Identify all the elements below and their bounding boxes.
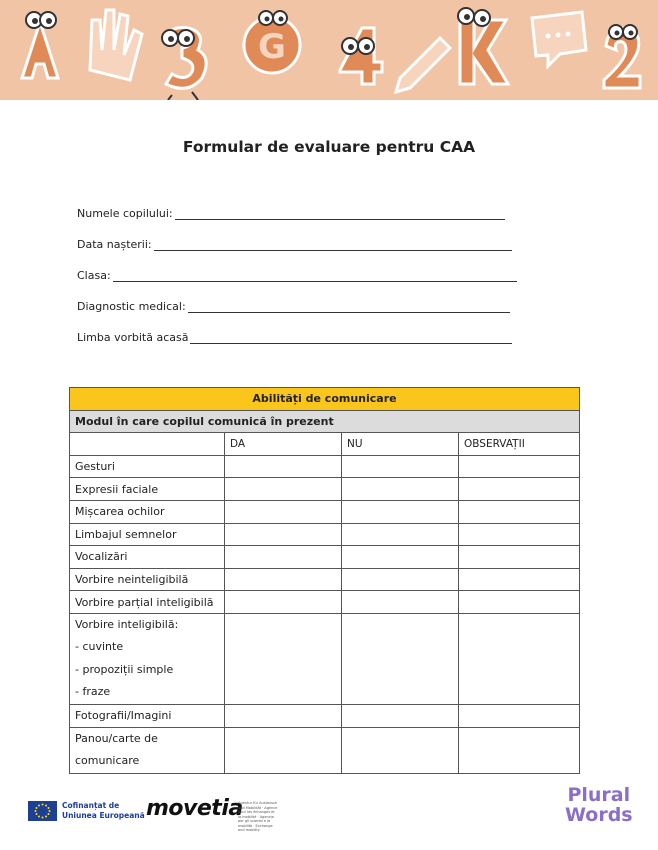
row-label: Vorbire neinteligibilă [70, 568, 225, 591]
child-name-input-line[interactable] [175, 207, 505, 220]
row-label: Expresii faciale [70, 478, 225, 501]
row-label: Gesturi [70, 455, 225, 478]
field-label: Numele copilului: [77, 207, 173, 220]
row-label-line: - fraze [75, 685, 111, 699]
nu-cell[interactable] [342, 546, 459, 569]
banner-illustration [0, 0, 658, 100]
observatii-cell[interactable] [459, 727, 580, 773]
row-label: Vocalizări [70, 546, 225, 569]
da-cell[interactable] [225, 704, 342, 727]
nu-cell[interactable] [342, 523, 459, 546]
number-3-character-icon [162, 28, 206, 101]
movetia-logo: movetia [146, 796, 243, 821]
speech-bubble-icon [532, 12, 586, 66]
table-section-header [70, 388, 580, 411]
observatii-cell[interactable] [459, 478, 580, 501]
observatii-cell[interactable] [459, 546, 580, 569]
da-cell[interactable] [225, 500, 342, 523]
row-label: Vorbire parțial inteligibilă [70, 591, 225, 614]
field-birth-date [77, 238, 512, 251]
table-row [70, 613, 580, 704]
observatii-cell[interactable] [459, 704, 580, 727]
table-row [70, 591, 580, 614]
nu-cell[interactable] [342, 478, 459, 501]
nu-cell[interactable] [342, 500, 459, 523]
header-banner [0, 0, 658, 100]
field-label: Data nașterii: [77, 238, 152, 251]
page-title: Formular de evaluare pentru CAA [182, 138, 476, 156]
home-language-input-line[interactable] [190, 331, 512, 344]
observatii-cell[interactable] [459, 500, 580, 523]
table-row [70, 546, 580, 569]
row-label-line: Panou/carte de [75, 731, 158, 745]
da-cell[interactable] [225, 523, 342, 546]
table-row [70, 500, 580, 523]
field-label: Diagnostic medical: [77, 300, 186, 313]
column-header-nu: NU [342, 433, 459, 456]
nu-cell[interactable] [342, 455, 459, 478]
field-label: Clasa: [77, 269, 111, 282]
observatii-cell[interactable] [459, 523, 580, 546]
column-header-empty [70, 433, 225, 456]
observatii-cell[interactable] [459, 591, 580, 614]
da-cell[interactable] [225, 613, 342, 704]
eu-line-2: Uniunea Europeană [62, 811, 145, 820]
nu-cell[interactable] [342, 704, 459, 727]
birth-date-input-line[interactable] [154, 238, 512, 251]
letter-g-character-icon [244, 11, 300, 73]
da-cell[interactable] [225, 455, 342, 478]
number-4-character-icon [340, 28, 382, 84]
letter-a-character-icon [22, 12, 58, 78]
table-row [70, 568, 580, 591]
section-title: Abilități de comunicare [70, 388, 580, 411]
field-label: Limba vorbită acasă [77, 331, 189, 344]
da-cell[interactable] [225, 546, 342, 569]
table-row [70, 523, 580, 546]
pencil-icon [396, 38, 450, 92]
row-label: Limbajul semnelor [70, 523, 225, 546]
row-label-line: comunicare [75, 754, 140, 768]
nu-cell[interactable] [342, 613, 459, 704]
row-label-line: - cuvinte [75, 640, 124, 654]
table-column-headers [70, 433, 580, 456]
row-label [70, 613, 225, 704]
movetia-subtext: Agentur für Austausch und Mobilität · Agence pour les échanges et la mobilité · Agenzia per gli scambi e la mobilità · Exchange and mobility [238, 801, 278, 832]
svg-text:G: G [258, 27, 286, 67]
brand-line-2: Words [565, 804, 633, 826]
medical-diagnosis-input-line[interactable] [188, 300, 510, 313]
da-cell[interactable] [225, 478, 342, 501]
row-label [70, 727, 225, 773]
table-row [70, 704, 580, 727]
observatii-cell[interactable] [459, 455, 580, 478]
eu-line-1: Cofinanțat de [62, 801, 120, 810]
field-home-language [77, 331, 512, 344]
eu-flag-icon [28, 801, 57, 821]
da-cell[interactable] [225, 591, 342, 614]
table-row [70, 478, 580, 501]
table-subsection-header [70, 410, 580, 433]
observatii-cell[interactable] [459, 568, 580, 591]
plural-words-logo [565, 785, 633, 825]
row-label: Fotografii/Imagini [70, 704, 225, 727]
communication-skills-table [69, 387, 580, 774]
da-cell[interactable] [225, 568, 342, 591]
field-medical-diagnosis [77, 300, 510, 313]
field-class [77, 269, 517, 282]
column-header-observatii: OBSERVAȚII [459, 433, 580, 456]
row-label-line: - propoziții simple [75, 662, 174, 676]
column-header-da: DA [225, 433, 342, 456]
letter-k-character-icon [458, 8, 508, 84]
subsection-title: Modul în care copilul comunică în prezent [70, 410, 580, 433]
table-row [70, 727, 580, 773]
number-2-character-icon [604, 25, 640, 88]
table-row [70, 455, 580, 478]
observatii-cell[interactable] [459, 613, 580, 704]
brand-line-1: Plural [567, 784, 631, 806]
nu-cell[interactable] [342, 568, 459, 591]
row-label: Mișcarea ochilor [70, 500, 225, 523]
nu-cell[interactable] [342, 591, 459, 614]
class-input-line[interactable] [113, 269, 517, 282]
eu-cofunding-text [62, 801, 145, 821]
nu-cell[interactable] [342, 727, 459, 773]
hand-icon [90, 10, 142, 80]
row-label-line: Vorbire inteligibilă: [75, 617, 179, 631]
field-child-name [77, 207, 505, 220]
da-cell[interactable] [225, 727, 342, 773]
